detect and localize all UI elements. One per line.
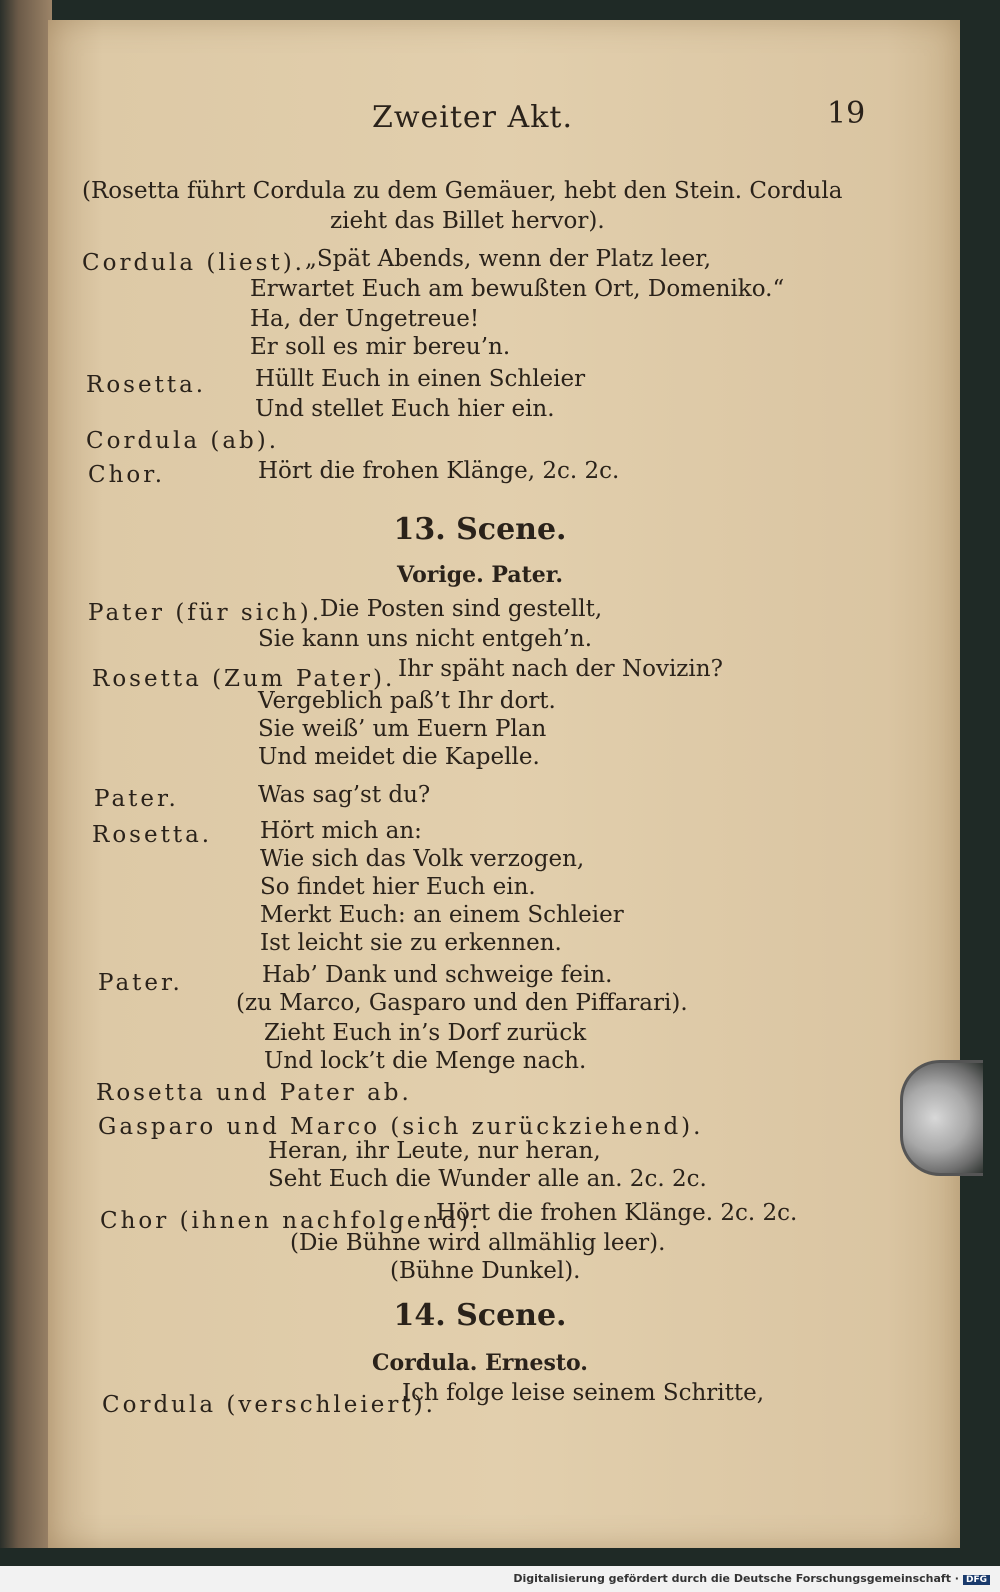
verse-line: Was sag’st du?: [258, 782, 431, 808]
verse-line: Ich folge leise seinem Schritte,: [402, 1380, 765, 1406]
speaker-label: Cordula (verschleiert).: [102, 1392, 436, 1418]
scene-cast: Vorige. Pater.: [397, 562, 563, 588]
speaker-label: Pater.: [98, 970, 183, 996]
verse-line: Hört die frohen Klänge, 2c. 2c.: [258, 458, 620, 484]
verse-line: Sie weiß’ um Euern Plan: [258, 716, 547, 742]
verse-line: Seht Euch die Wunder alle an. 2c. 2c.: [268, 1166, 707, 1192]
scene-cast: Cordula. Ernesto.: [372, 1350, 588, 1376]
verse-line: Zieht Euch in’s Dorf zurück: [264, 1020, 587, 1046]
verse-line: Erwartet Euch am bewußten Ort, Domeniko.“: [250, 276, 785, 302]
verse-line: Ist leicht sie zu erkennen.: [260, 930, 562, 956]
verse-line: Die Posten sind gestellt,: [320, 596, 603, 622]
stage-direction: (Rosetta führt Cordula zu dem Gemäuer, hebt den Stein. Cordula: [82, 178, 843, 204]
stage-direction: (Bühne Dunkel).: [390, 1258, 581, 1284]
stage-direction: (zu Marco, Gasparo und den Piffarari).: [236, 990, 688, 1016]
verse-line: Hab’ Dank und schweige fein.: [262, 962, 613, 988]
stage-direction: zieht das Billet hervor).: [330, 208, 605, 234]
scene-heading: 13. Scene.: [393, 512, 567, 547]
speaker-label: Rosetta und Pater ab.: [96, 1080, 412, 1106]
speaker-label: Rosetta.: [86, 372, 207, 398]
verse-line: Merkt Euch: an einem Schleier: [260, 902, 624, 928]
verse-line: Und lock’t die Menge nach.: [264, 1048, 587, 1074]
verse-line: Ha, der Ungetreue!: [250, 306, 480, 332]
speaker-label: Pater.: [94, 786, 179, 812]
speaker-label: Chor (ihnen nachfolgend).: [100, 1208, 482, 1234]
page-number: 19: [827, 96, 866, 131]
verse-line: So findet hier Euch ein.: [260, 874, 536, 900]
speaker-label: Gasparo und Marco (sich zurückziehend).: [98, 1114, 704, 1140]
verse-line: „Spät Abends, wenn der Platz leer,: [305, 246, 712, 272]
verse-line: Hüllt Euch in einen Schleier: [255, 366, 586, 392]
speaker-label: Rosetta (Zum Pater).: [92, 666, 396, 692]
verse-line: Und stellet Euch hier ein.: [255, 396, 555, 422]
speaker-label: Pater (für sich).: [88, 600, 323, 626]
footer-bar: [0, 1566, 1000, 1592]
verse-line: Heran, ihr Leute, nur heran,: [268, 1138, 601, 1164]
verse-line: Hört mich an:: [260, 818, 422, 844]
verse-line: Sie kann uns nicht entgeh’n.: [258, 626, 593, 652]
dfg-logo: DFG: [963, 1575, 990, 1585]
speaker-label: Cordula (liest).: [82, 250, 305, 276]
speaker-label: Cordula (ab).: [86, 428, 280, 454]
funding-credit: Digitalisierung gefördert durch die Deutsche Forschungsgemeinschaft · DFG: [513, 1572, 990, 1585]
running-header: Zweiter Akt.: [372, 100, 573, 135]
verse-line: Hört die frohen Klänge. 2c. 2c.: [436, 1200, 798, 1226]
verse-line: Wie sich das Volk verzogen,: [260, 846, 585, 872]
speaker-label: Rosetta.: [92, 822, 213, 848]
paper-clip: [900, 1060, 983, 1176]
stage-direction: (Die Bühne wird allmählig leer).: [290, 1230, 666, 1256]
speaker-label: Chor.: [88, 462, 166, 488]
verse-line: Und meidet die Kapelle.: [258, 744, 540, 770]
verse-line: Ihr späht nach der Novizin?: [398, 656, 723, 682]
verse-line: Er soll es mir bereu’n.: [250, 334, 511, 360]
verse-line: Vergeblich paß’t Ihr dort.: [258, 688, 556, 714]
scene-heading: 14. Scene.: [393, 1298, 567, 1333]
